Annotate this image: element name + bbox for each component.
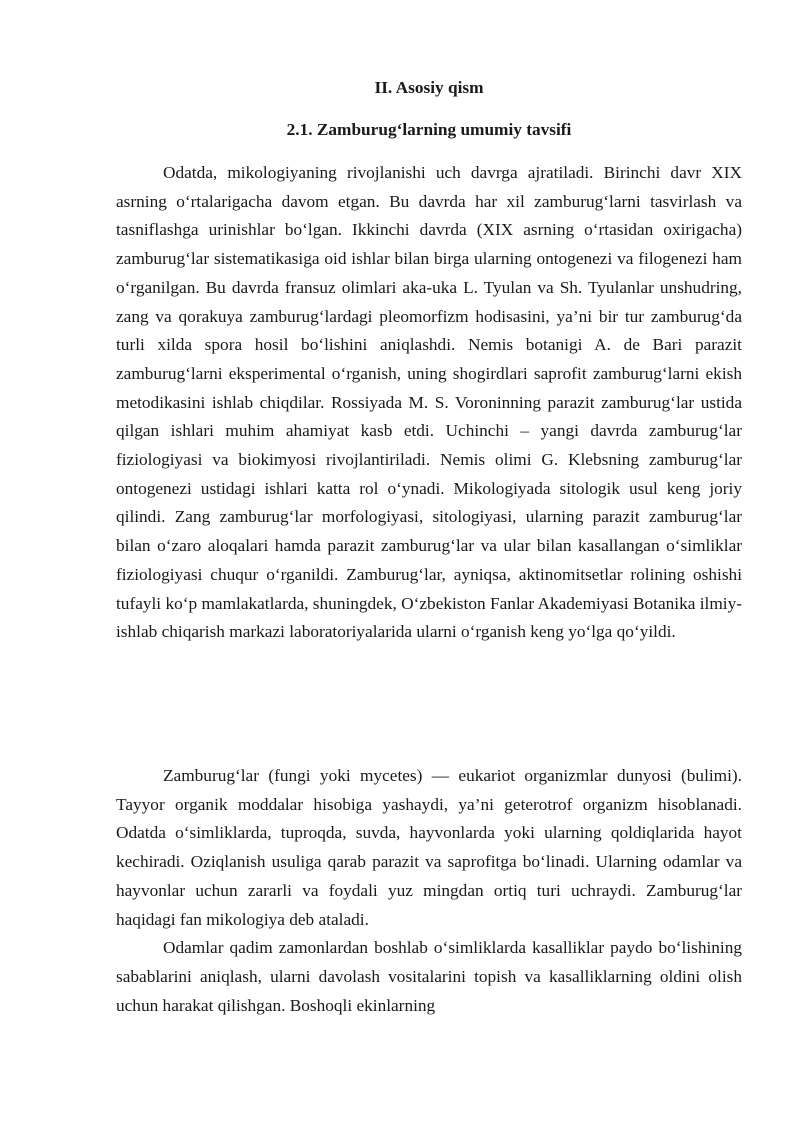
subsection-title: 2.1. Zamburug‘larning umumiy tavsifi — [286, 120, 572, 139]
paragraph-2: Zamburug‘lar (fungi yoki mycetes) — eukariot organizmlar dunyosi (bulimi). Tayyor organik moddalar hisobiga yashaydi, ya’ni geterotrof organizm hisoblanadi. Odatda o‘simliklarda, tuproqda, suvda, hayvonlarda yoki ularning qoldiqlarida hayot kechiradi. Oziqlanish usuliga qarab parazit va saprofitga bo‘linadi. Ularning odamlar va hayvonlar uchun zararli va foydali yuz mingdan ortiq turi uchraydi. Zamburug‘lar haqidagi fan mikologiya deb ataladi. — [116, 766, 742, 929]
paragraph-3: Odamlar qadim zamonlardan boshlab o‘simliklarda kasalliklar paydo bo‘lishining sabablarini aniqlash, ularni davolash vositalarini topish va kasalliklarning oldini olish uchun harakat qilishgan. Boshoqli ekinlarning — [116, 938, 742, 1015]
paragraph-2-block — [116, 762, 742, 1020]
paragraph-1: Odatda, mikologiyaning rivojlanishi uch davrga ajratiladi. Birinchi davr XIX asrning o‘rtalarigacha davom etgan. Bu davrda har xil zamburug‘larni tasvirlash va tasniflashga urinishlar bo‘lgan. Ikkinchi davrda (XIX asrning o‘rtasidan oxirigacha) zamburug‘lar sistematikasiga oid ishlar bilan birga ularning ontogenezi va filogenezi ham o‘rganilgan. Bu davrda fransuz olimlari aka-uka L. Tyulan va Sh. Tyulanlar unshudring, zang va qorakuya zamburug‘lardagi pleomorfizm hodisasini, ya’ni bir tur zamburug‘da turli xilda spora hosil bo‘lishini aniqlashdi. Nemis botanigi A. de Bari parazit zamburug‘larni eksperimental o‘rganish, uning shogirdlari saprofit zamburug‘larni ekish metodikasini ishlab chiqdilar. Rossiyada M. S. Voroninning parazit zamburug‘lar ustida qilgan ishlari muhim ahamiyat kasb etdi. Uchinchi – yangi davrda zamburug‘lar fiziologiyasi va biokimyosi rivojlantiriladi. Nemis olimi G. Klebsning zamburug‘lar ontogenezi ustidagi ishlari katta rol o‘ynadi. Mikologiyada sitologik usul keng joriy qilindi. Zang zamburug‘lar morfologiyasi, sitologiyasi, ularning parazit zamburug‘lar bilan o‘zaro aloqalari hamda parazit zamburug‘lar va ular bilan kasallangan o‘simliklar fiziologiyasi chuqur o‘rganildi. Zamburug‘lar, ayniqsa, aktinomitsetlar rolining oshishi tufayli ko‘p mamlakatlarda, shuningdek, O‘zbekiston Fanlar Akademiyasi Botanika ilmiy-ishlab chiqarish markazi laboratoriyalarida ularni o‘rganish keng yo‘lga qo‘yildi. — [116, 163, 742, 642]
section-title: II. Asosiy qism — [374, 78, 484, 97]
paragraph-1-block — [116, 159, 742, 647]
